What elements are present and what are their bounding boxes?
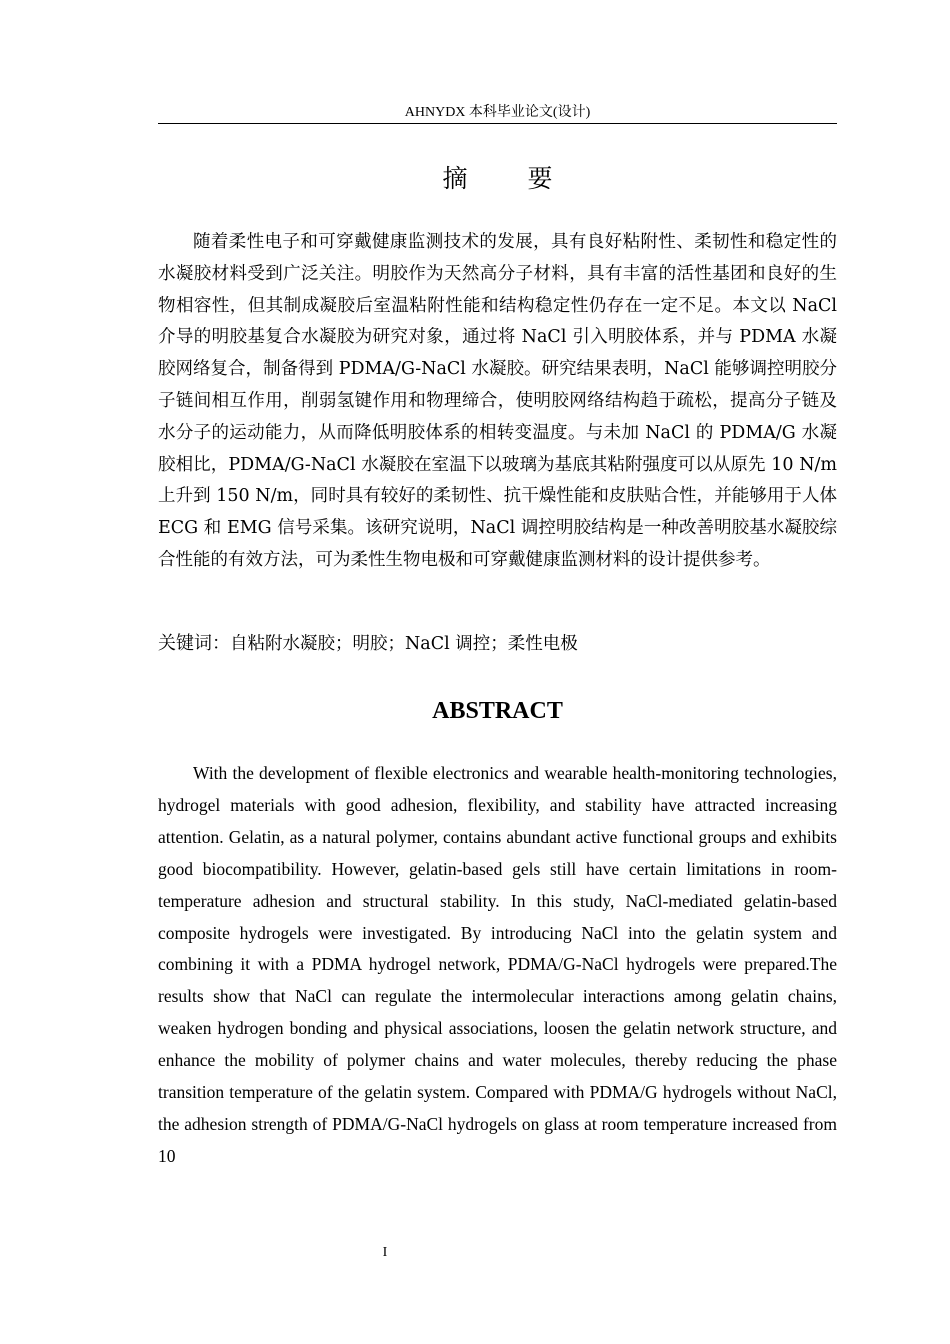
running-header: AHNYDX 本科毕业论文(设计) <box>404 105 591 120</box>
abstract-cn-body: 随着柔性电子和可穿戴健康监测技术的发展，具有良好粘附性、柔韧性和稳定性的水凝胶材料受到广泛关注。明胶作为天然高分子材料，具有丰富的活性基团和良好的生物相容性，但其制成凝胶后室温粘附性能和结构稳定性仍存在一定不足。本文以 NaCl 介导的明胶基复合水凝胶为研究对象，通过将 NaCl 引入明胶体系，并与 PDMA 水凝胶网络复合，制备得到 PDMA/G-NaCl 水凝胶。研究结果表明，NaCl 能够调控明胶分子链间相互作用，削弱氢键作用和物理缔合，使明胶网络结构趋于疏松，提高分子链及水分子的运动能力，从而降低明胶体系的相转变温度。与未加 NaCl 的 PDMA/G 水凝胶相比，PDMA/G-NaCl 水凝胶在室温下以玻璃为基底其粘附强度可以从原先 10 N/m 上升到 150 N/m，同时具有较好的柔韧性、抗干燥性能和皮肤贴合性，并能够用于人体 ECG 和 EMG 信号采集。该研究说明，NaCl 调控明胶结构是一种改善明胶基水凝胶综合性能的有效方法，可为柔性生物电极和可穿戴健康监测材料的设计提供参考。 <box>158 232 837 570</box>
keywords-line <box>158 629 837 659</box>
abstract-cn-title: 摘 要 <box>442 164 579 193</box>
page-number: I <box>382 1245 388 1260</box>
abstract-en-body: With the development of flexible electronics and wearable health-monitoring technologies, hydrogel materials with good adhesion, flexibility, and stability have attracted increasing attention. Gelatin, as a natural polymer, contains abundant active functional groups and exhibits good biocompatibility. However, gelatin-based gels still have certain limitations in room-temperature adhesion and structural stability. In this study, NaCl-mediated gelatin-based composite hydrogels were investigated. By introducing NaCl into the gelatin system and combining it with a PDMA hydrogel network, PDMA/G-NaCl hydrogels were prepared.The results show that NaCl can regulate the intermolecular interactions among gelatin chains, weaken hydrogen bonding and physical associations, loosen the gelatin network structure, and enhance the mobility of polymer chains and water molecules, thereby reducing the phase transition temperature of the gelatin system. Compared with PDMA/G hydrogels without NaCl, the adhesion strength of PDMA/G-NaCl hydrogels on glass at room temperature increased from 10 <box>158 763 837 1166</box>
keywords-text: 自粘附水凝胶；明胶；NaCl 调控；柔性电极 <box>230 634 578 654</box>
header-rule <box>158 123 837 124</box>
abstract-en-title: ABSTRACT <box>432 698 563 724</box>
keywords-label: 关键词： <box>158 633 230 654</box>
